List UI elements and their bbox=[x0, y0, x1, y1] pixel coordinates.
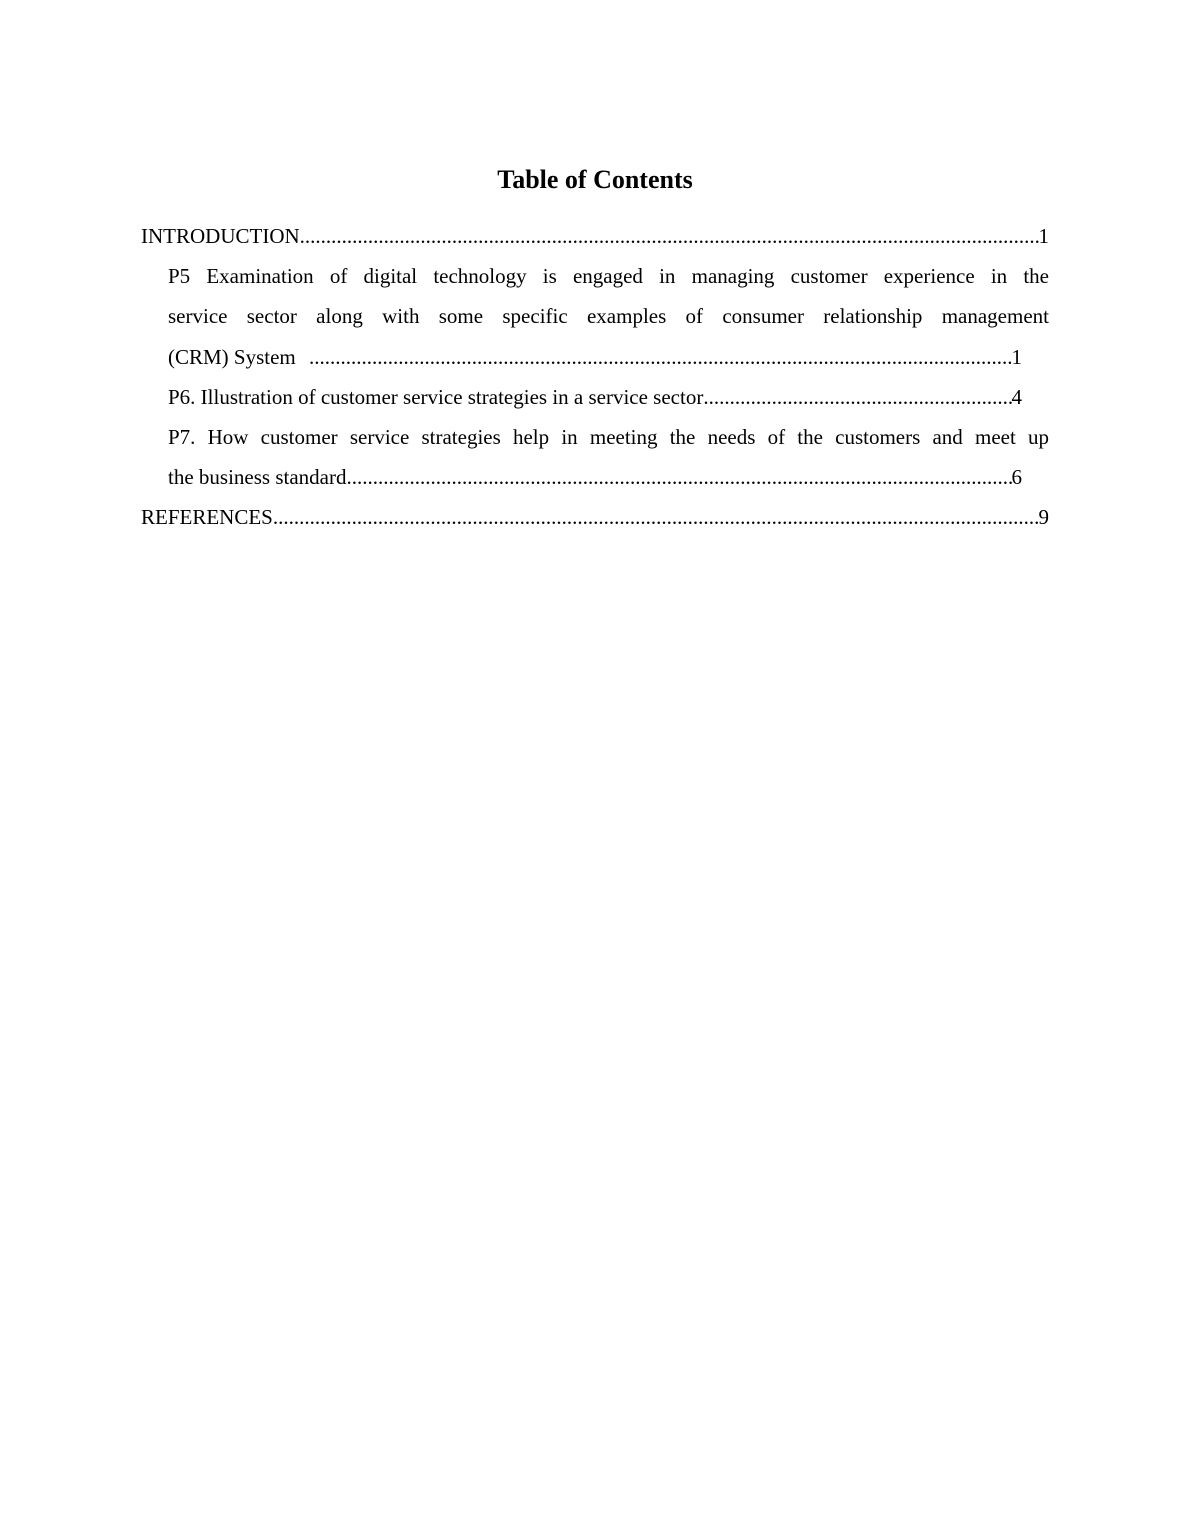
toc-page-number: 1 bbox=[1011, 344, 1022, 369]
toc-page-number: 9 bbox=[1038, 505, 1049, 530]
toc-entry-label: INTRODUCTION bbox=[141, 224, 300, 248]
toc-line bbox=[168, 377, 1022, 417]
toc-entry-label: P6. Illustration of customer service strategies in a service sector bbox=[168, 384, 704, 409]
toc-entry-p5[interactable] bbox=[141, 256, 1049, 377]
toc-line bbox=[141, 216, 1049, 256]
toc-page-number: 6 bbox=[1011, 465, 1022, 490]
dot-leader bbox=[301, 337, 1011, 377]
toc-line bbox=[141, 497, 1049, 537]
toc-entry-introduction[interactable] bbox=[141, 216, 1049, 256]
dot-leader bbox=[703, 377, 1011, 417]
table-of-contents bbox=[141, 216, 1049, 538]
toc-entry-p7[interactable] bbox=[141, 417, 1049, 497]
toc-page-number: 1 bbox=[1038, 224, 1049, 248]
toc-entry-label: the business standard bbox=[168, 465, 347, 490]
toc-title: Table of Contents bbox=[497, 165, 693, 194]
toc-entry-label: (CRM) System bbox=[168, 344, 302, 369]
toc-page-number: 4 bbox=[1011, 384, 1022, 409]
dot-leader bbox=[346, 457, 1011, 497]
toc-entry-p6[interactable] bbox=[141, 377, 1049, 417]
toc-line bbox=[168, 337, 1022, 377]
toc-entry-text-line: P7. How customer service strategies help in meeting the needs of the customers and meet up bbox=[168, 425, 1049, 450]
toc-entry-text-line: P5 Examination of digital technology is engaged in managing customer experience in the bbox=[168, 264, 1049, 289]
toc-entry-references[interactable] bbox=[141, 497, 1049, 537]
toc-entry-text-line: service sector along with some specific examples of consumer relationship management bbox=[168, 304, 1049, 329]
dot-leader bbox=[273, 497, 1039, 537]
toc-entry-label: REFERENCES bbox=[141, 505, 273, 530]
dot-leader bbox=[300, 216, 1039, 256]
toc-line bbox=[168, 457, 1022, 497]
